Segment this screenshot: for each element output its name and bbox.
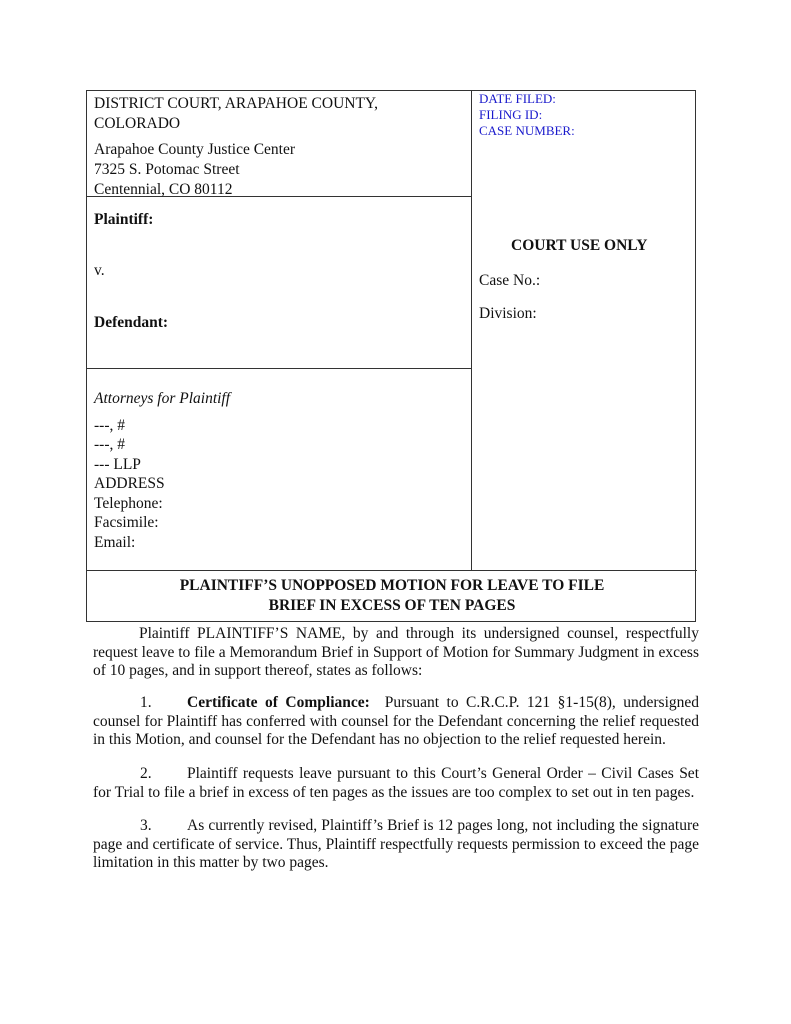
division-label: Division:: [479, 305, 537, 322]
attorneys-heading: Attorneys for Plaintiff: [94, 390, 231, 407]
paragraph-number: 3.: [140, 817, 152, 834]
court-address-line: Centennial, CO 80112: [94, 181, 233, 198]
caption-divider-title: [87, 570, 697, 571]
numbered-paragraph: [93, 817, 699, 873]
case-caption: [86, 90, 696, 622]
defendant-label: Defendant:: [94, 314, 169, 331]
document-title: [87, 576, 697, 616]
attorney-block: [94, 389, 230, 552]
attorney-line: --- LLP: [94, 455, 141, 473]
court-block: [94, 94, 378, 200]
plaintiff-label: Plaintiff:: [94, 211, 154, 228]
filing-id-label: FILING ID:: [479, 107, 543, 122]
case-no-label: Case No.:: [479, 272, 541, 289]
court-address-line: 7325 S. Potomac Street: [94, 161, 240, 178]
case-number-label: CASE NUMBER:: [479, 123, 575, 138]
court-use-only-text: COURT USE ONLY: [511, 237, 648, 254]
numbered-paragraph: [93, 694, 699, 750]
attorney-line: ---, #: [94, 436, 125, 453]
court-address-line: Arapahoe County Justice Center: [94, 141, 296, 158]
court-use-only-label: [511, 237, 647, 255]
paragraph-text: As currently revised, Plaintiff’s Brief is 12 pages long, not including the signature page and certificate of service. Thus, Plaintiff respectfully requests permission to exceed the page limitation in this matter by two pages.: [93, 817, 699, 871]
attorney-line: Email:: [94, 533, 136, 551]
attorney-line: Facsimile:: [94, 514, 159, 531]
versus-label: v.: [94, 262, 105, 279]
document-title-line2: BRIEF IN EXCESS OF TEN PAGES: [268, 597, 516, 614]
paragraph-heading: Certificate of Compliance:: [187, 694, 370, 711]
intro-paragraph: Plaintiff PLAINTIFF’S NAME, by and through its undersigned counsel, respectfully request leave to file a Memorandum Brief in Support of Motion for Summary Judgment in excess of 10 pages, and in support thereof, states as follows:: [93, 625, 699, 679]
paragraph-text: Plaintiff requests leave pursuant to this Court’s General Order – Civil Cases Set for Trial to file a brief in excess of ten pages as the issues are too complex to set out in ten pages.: [93, 765, 699, 801]
document-title-line1: PLAINTIFF’S UNOPPOSED MOTION FOR LEAVE TO FILE: [179, 577, 605, 594]
attorney-line: ADDRESS: [94, 475, 165, 492]
numbered-paragraph: [93, 765, 699, 802]
paragraph-number: 1.: [140, 694, 152, 711]
attorney-line: ---, #: [94, 416, 125, 434]
court-name-line1: DISTRICT COURT, ARAPAHOE COUNTY,: [94, 95, 378, 112]
attorney-line: Telephone:: [94, 494, 163, 512]
paragraph-number: 2.: [140, 765, 152, 782]
caption-divider-parties: [87, 368, 472, 369]
court-name-line2: COLORADO: [94, 115, 181, 132]
filing-info: [479, 91, 575, 139]
paragraph-text: Pursuant to C.R.C.P. 121 §1-15(8), undersigned counsel for Plaintiff has conferred with counsel for the Defendant concerning the relief requested in this Motion, and counsel for the Defendant has no objection to the relief requested herein.: [93, 694, 700, 748]
date-filed-label: DATE FILED:: [479, 91, 556, 106]
caption-vertical-divider: [471, 91, 472, 571]
